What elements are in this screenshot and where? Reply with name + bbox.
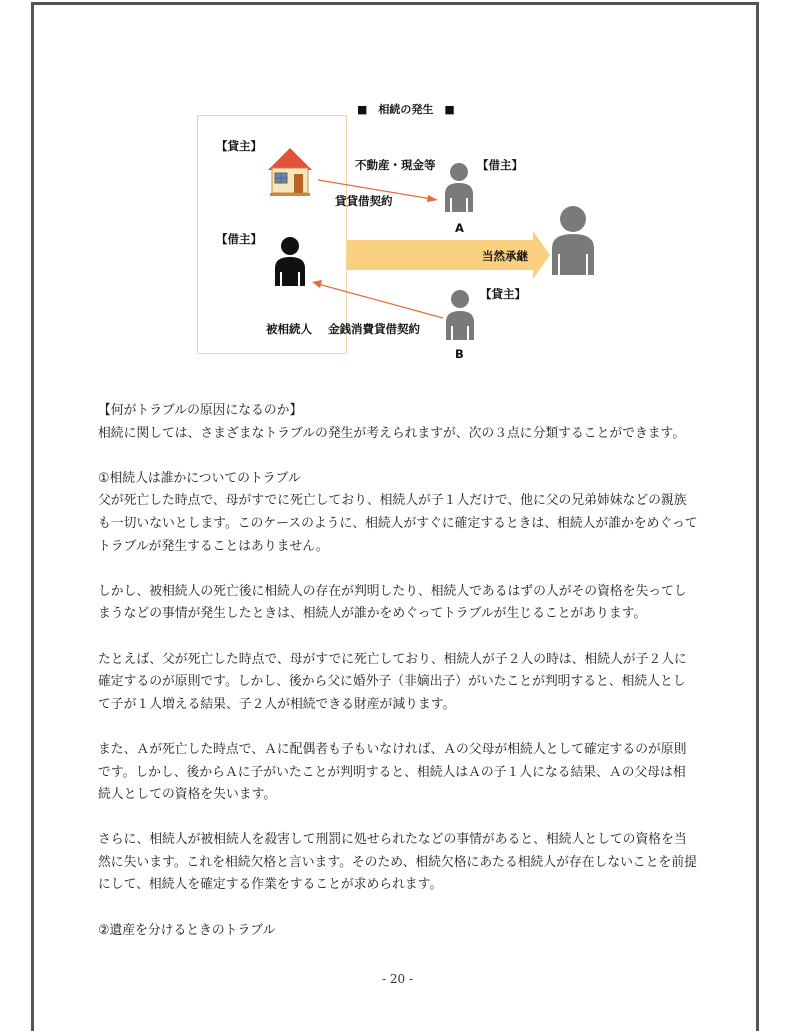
paragraph-1: 父が死亡した時点で、母がすでに死亡しており、相続人が子１人だけで、他に父の兄弟姉妹などの親族も一切いないとします。このケースのように、相続人がすぐに確定するときは、相続人が誰かをめぐってトラブルが発生することはありません。 <box>98 493 698 554</box>
decedent-label: 被相続人 <box>266 322 312 336</box>
body-text <box>98 400 698 942</box>
loan-arrow <box>312 280 443 318</box>
house-icon <box>268 148 312 196</box>
paragraph-5: さらに、相続人が被相続人を殺害して刑罰に処せられたなどの事情があると、相続人としての資格を当然に失います。これを相続欠格と言います。そのため、相続欠格にあたる相続人が存在しないことを前提にして、相続人を確定する作業をすることが求められます。 <box>98 832 697 893</box>
section-heading: 【何がトラブルの原因になるのか】 <box>98 403 303 418</box>
real-estate-label: 不動産・現金等 <box>355 158 436 172</box>
paragraph-3: たとえば、父が死亡した時点で、母がすでに死亡しており、相続人が子２人の時は、相続人が子２人に確定するのが原則です。しかし、後から父に婚外子（非嫡出子）がいたことが判明すると、相続人として子が１人増える結果、子２人が相続できる財産が減ります。 <box>98 651 687 712</box>
inheritance-diagram <box>0 0 795 380</box>
person-b-label: B <box>455 347 464 361</box>
loan-contract-label: 金銭消費貸借契約 <box>328 322 420 336</box>
borrower-label-a: 【借主】 <box>477 158 523 172</box>
decedent-icon <box>275 237 305 286</box>
paragraph-2: しかし、被相続人の死亡後に相続人の存在が判明したり、相続人であるはずの人がその資格を失ってしまうなどの事情が発生したときは、相続人が誰かをめぐってトラブルが生じることがあります。 <box>98 583 687 622</box>
person-b-icon <box>446 290 474 340</box>
person-a-label: A <box>455 221 464 235</box>
page-number: - 20 - <box>381 972 413 986</box>
natural-succession-label: 当然承継 <box>482 249 528 263</box>
section1-title: ①相続人は誰かについてのトラブル <box>98 470 301 486</box>
borrower-label-left: 【借主】 <box>216 232 262 246</box>
person-a-icon <box>445 163 473 212</box>
lender-label-b: 【貸主】 <box>480 287 526 301</box>
section2-title: ②遺産を分けるときのトラブル <box>98 922 276 938</box>
diagram-title: ■ 相続の発生 ■ <box>357 103 455 116</box>
heir-icon <box>552 206 594 275</box>
lender-label-top: 【貸主】 <box>216 139 262 153</box>
intro-paragraph: 相続に関しては、さまざまなトラブルの発生が考えられますが、次の３点に分類することができます。 <box>98 425 686 441</box>
lease-contract-label: 貸貸借契約 <box>335 194 393 208</box>
paragraph-4: また、Ａが死亡した時点で、Ａに配偶者も子もいなければ、Ａの父母が相続人として確定するのが原則です。しかし、後からＡに子がいたことが判明すると、相続人はＡの子１人になる結果、Ａの父母は相続人としての資格を失います。 <box>98 741 687 803</box>
